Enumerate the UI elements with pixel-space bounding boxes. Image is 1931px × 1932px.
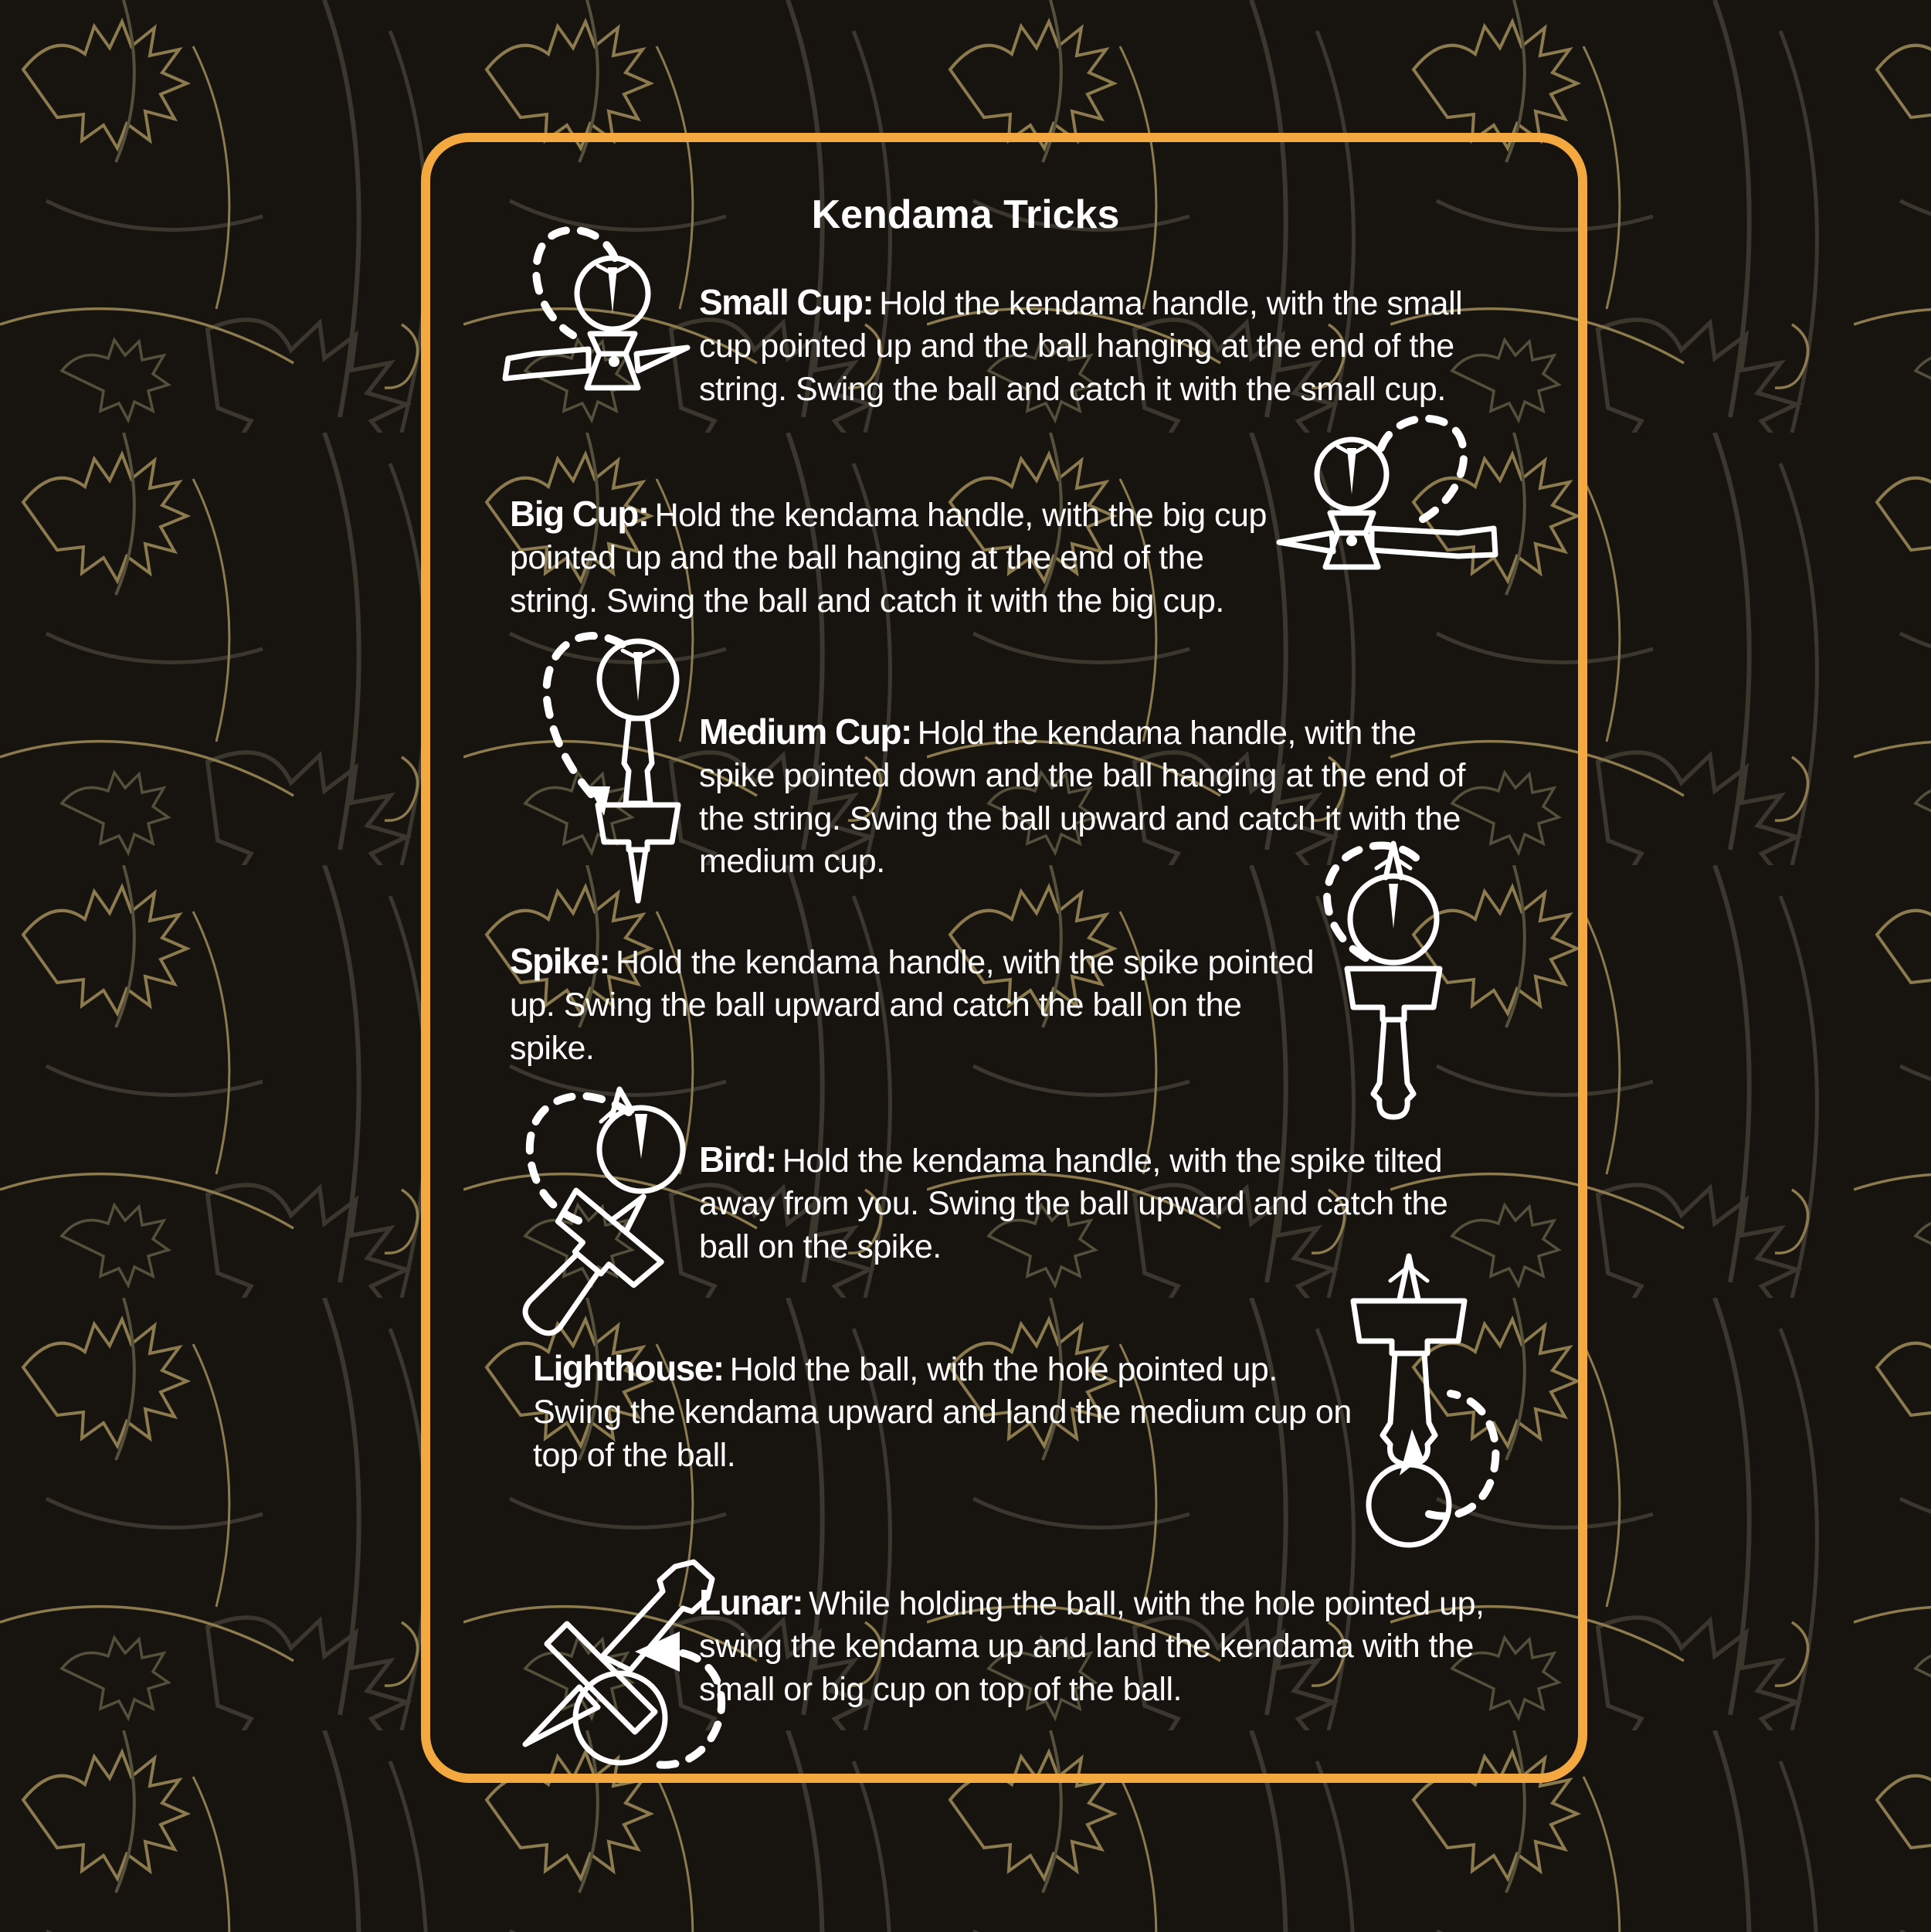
trick-small-cup bbox=[699, 280, 1471, 411]
trick-bird-label: Bird: bbox=[699, 1139, 776, 1180]
trick-big-cup-label: Big Cup: bbox=[510, 494, 649, 534]
trick-lunar-description: While holding the ball, with the hole pointed up, swing the kendama up and land the kendama with the small or big cup on top of the ball. bbox=[699, 1585, 1485, 1708]
trick-bird bbox=[699, 1137, 1464, 1268]
trick-big-cup bbox=[510, 491, 1290, 623]
trick-spike-label: Spike: bbox=[510, 941, 610, 981]
kendama-lighthouse-icon bbox=[1313, 1250, 1512, 1548]
trick-small-cup-description: Hold the kendama handle, with the small cup pointed up and the ball hanging at the end of the string. Swing the ball and catch it with the small cup. bbox=[699, 285, 1463, 408]
kendama-big-cup-icon bbox=[1265, 403, 1514, 629]
trick-spike-description: Hold the kendama handle, with the spike pointed up. Swing the ball upward and catch the ball on the spike. bbox=[510, 944, 1315, 1067]
kendama-bird-icon bbox=[496, 1072, 718, 1344]
trick-big-cup-description: Hold the kendama handle, with the big cup pointed up and the ball hanging at the end of the string. Swing the ball and catch it with the big cup. bbox=[510, 497, 1267, 620]
trick-lighthouse-label: Lighthouse: bbox=[533, 1348, 724, 1388]
trick-medium-cup-label: Medium Cup: bbox=[699, 711, 911, 752]
kendama-small-cup-icon bbox=[485, 218, 711, 431]
trick-lunar-label: Lunar: bbox=[699, 1582, 803, 1622]
trick-medium-cup-description: Hold the kendama handle, with the spike pointed down and the ball hanging at the end of the string. Swing the ball upward and catch it with the medium cup. bbox=[699, 715, 1465, 881]
kendama-spike-icon bbox=[1299, 828, 1488, 1137]
trick-spike bbox=[510, 939, 1329, 1070]
page-title: Kendama Tricks bbox=[811, 192, 1120, 237]
trick-lighthouse bbox=[533, 1346, 1367, 1477]
trick-bird-description: Hold the kendama handle, with the spike tilted away from you. Swing the ball upward and catch the ball on the spike. bbox=[699, 1143, 1448, 1265]
trick-lunar bbox=[699, 1580, 1533, 1711]
trick-lighthouse-description: Hold the ball, with the hole pointed up. Swing the kendama upward and land the medium cup on top of the ball. bbox=[533, 1351, 1352, 1474]
kendama-lunar-icon bbox=[477, 1523, 734, 1781]
trick-small-cup-label: Small Cup: bbox=[699, 282, 874, 322]
